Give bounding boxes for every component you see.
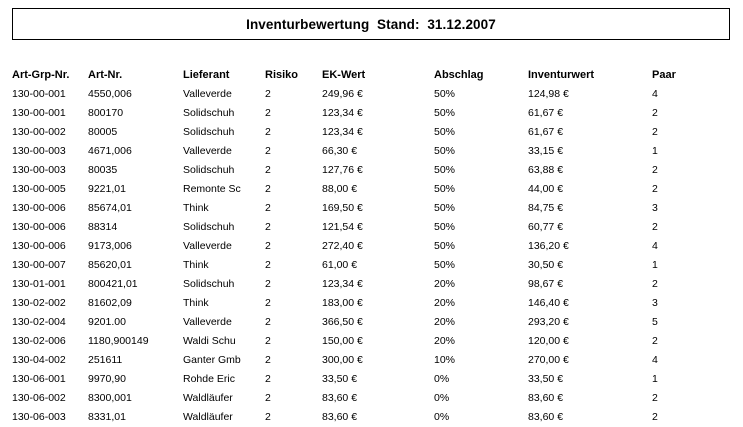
cell-art-grp-nr: 130-00-007 <box>12 259 66 271</box>
cell-art-nr: 9221,01 <box>88 183 126 195</box>
cell-lieferant: Waldläufer <box>183 392 233 404</box>
cell-paar: 1 <box>652 145 658 157</box>
cell-lieferant: Think <box>183 259 209 271</box>
cell-lieferant: Think <box>183 202 209 214</box>
cell-art-nr: 4550,006 <box>88 88 132 100</box>
table-row <box>12 389 732 408</box>
cell-ek-wert: 127,76 € <box>322 164 363 176</box>
cell-abschlag: 10% <box>434 354 456 366</box>
cell-ek-wert: 83,60 € <box>322 411 358 423</box>
table-row <box>12 218 732 237</box>
cell-risiko: 2 <box>265 392 271 404</box>
cell-inventurwert: 61,67 € <box>528 107 564 119</box>
cell-paar: 4 <box>652 354 658 366</box>
table-header-row <box>12 66 732 85</box>
cell-paar: 2 <box>652 107 658 119</box>
column-header-art-nr: Art-Nr. <box>88 69 123 81</box>
cell-paar: 3 <box>652 297 658 309</box>
cell-inventurwert: 33,15 € <box>528 145 564 157</box>
cell-paar: 2 <box>652 126 658 138</box>
report-title: Inventurbewertung Stand: 31.12.2007 <box>12 8 730 40</box>
cell-risiko: 2 <box>265 202 271 214</box>
cell-art-grp-nr: 130-00-001 <box>12 88 66 100</box>
cell-risiko: 2 <box>265 221 271 233</box>
cell-art-nr: 800170 <box>88 107 124 119</box>
cell-art-grp-nr: 130-00-003 <box>12 164 66 176</box>
cell-art-nr: 88314 <box>88 221 118 233</box>
cell-art-nr: 81602,09 <box>88 297 132 309</box>
cell-risiko: 2 <box>265 126 271 138</box>
column-header-abschlag: Abschlag <box>434 69 484 81</box>
cell-inventurwert: 146,40 € <box>528 297 569 309</box>
cell-art-nr: 800421,01 <box>88 278 138 290</box>
cell-art-grp-nr: 130-02-002 <box>12 297 66 309</box>
table-row <box>12 294 732 313</box>
cell-ek-wert: 123,34 € <box>322 278 363 290</box>
cell-lieferant: Valleverde <box>183 240 232 252</box>
cell-risiko: 2 <box>265 373 271 385</box>
cell-lieferant: Ganter Gmb <box>183 354 241 366</box>
cell-lieferant: Valleverde <box>183 316 232 328</box>
cell-art-grp-nr: 130-00-006 <box>12 240 66 252</box>
cell-art-grp-nr: 130-00-001 <box>12 107 66 119</box>
cell-abschlag: 50% <box>434 221 456 233</box>
table-row <box>12 275 732 294</box>
table-row <box>12 332 732 351</box>
cell-lieferant: Solidschuh <box>183 278 235 290</box>
column-header-inventurwert: Inventurwert <box>528 69 595 81</box>
table-row <box>12 104 732 123</box>
cell-abschlag: 20% <box>434 297 456 309</box>
cell-paar: 2 <box>652 411 658 423</box>
cell-inventurwert: 84,75 € <box>528 202 564 214</box>
cell-lieferant: Valleverde <box>183 88 232 100</box>
cell-lieferant: Solidschuh <box>183 221 235 233</box>
cell-ek-wert: 88,00 € <box>322 183 358 195</box>
cell-art-nr: 9173,006 <box>88 240 132 252</box>
cell-inventurwert: 30,50 € <box>528 259 564 271</box>
cell-art-grp-nr: 130-00-006 <box>12 202 66 214</box>
table-body <box>12 85 732 427</box>
cell-risiko: 2 <box>265 240 271 252</box>
cell-lieferant: Think <box>183 297 209 309</box>
table-row <box>12 370 732 389</box>
cell-inventurwert: 60,77 € <box>528 221 564 233</box>
cell-inventurwert: 63,88 € <box>528 164 564 176</box>
cell-abschlag: 20% <box>434 316 456 328</box>
cell-art-grp-nr: 130-00-003 <box>12 145 66 157</box>
cell-ek-wert: 169,50 € <box>322 202 363 214</box>
cell-paar: 1 <box>652 373 658 385</box>
cell-ek-wert: 249,96 € <box>322 88 363 100</box>
table-row <box>12 161 732 180</box>
table-row <box>12 256 732 275</box>
cell-ek-wert: 66,30 € <box>322 145 358 157</box>
table-row <box>12 237 732 256</box>
cell-risiko: 2 <box>265 316 271 328</box>
cell-art-nr: 4671,006 <box>88 145 132 157</box>
cell-abschlag: 50% <box>434 88 456 100</box>
cell-abschlag: 0% <box>434 392 450 404</box>
table-row <box>12 313 732 332</box>
cell-risiko: 2 <box>265 297 271 309</box>
cell-art-grp-nr: 130-06-001 <box>12 373 66 385</box>
cell-inventurwert: 120,00 € <box>528 335 569 347</box>
cell-lieferant: Solidschuh <box>183 164 235 176</box>
cell-abschlag: 50% <box>434 164 456 176</box>
cell-inventurwert: 98,67 € <box>528 278 564 290</box>
cell-risiko: 2 <box>265 335 271 347</box>
cell-art-nr: 85620,01 <box>88 259 132 271</box>
cell-inventurwert: 83,60 € <box>528 392 564 404</box>
cell-inventurwert: 270,00 € <box>528 354 569 366</box>
cell-art-grp-nr: 130-02-006 <box>12 335 66 347</box>
cell-abschlag: 50% <box>434 202 456 214</box>
column-header-paar: Paar <box>652 69 676 81</box>
table-row <box>12 199 732 218</box>
cell-inventurwert: 293,20 € <box>528 316 569 328</box>
cell-ek-wert: 123,34 € <box>322 126 363 138</box>
cell-risiko: 2 <box>265 164 271 176</box>
cell-risiko: 2 <box>265 145 271 157</box>
cell-ek-wert: 272,40 € <box>322 240 363 252</box>
cell-inventurwert: 124,98 € <box>528 88 569 100</box>
cell-abschlag: 50% <box>434 183 456 195</box>
cell-lieferant: Remonte Sc <box>183 183 241 195</box>
cell-art-nr: 251611 <box>88 354 123 366</box>
cell-lieferant: Rohde Eric <box>183 373 235 385</box>
cell-art-nr: 9201.00 <box>88 316 126 328</box>
cell-art-nr: 1180,900149 <box>88 335 149 347</box>
cell-risiko: 2 <box>265 259 271 271</box>
inventory-table <box>12 66 732 427</box>
cell-lieferant: Waldläufer <box>183 411 233 423</box>
cell-abschlag: 0% <box>434 411 450 423</box>
table-row <box>12 180 732 199</box>
cell-paar: 2 <box>652 183 658 195</box>
cell-paar: 4 <box>652 88 658 100</box>
cell-risiko: 2 <box>265 411 271 423</box>
cell-paar: 2 <box>652 392 658 404</box>
table-row <box>12 123 732 142</box>
cell-abschlag: 20% <box>434 335 456 347</box>
cell-risiko: 2 <box>265 88 271 100</box>
cell-ek-wert: 33,50 € <box>322 373 358 385</box>
cell-abschlag: 50% <box>434 126 456 138</box>
table-row <box>12 85 732 104</box>
cell-paar: 2 <box>652 335 658 347</box>
cell-paar: 2 <box>652 221 658 233</box>
cell-inventurwert: 136,20 € <box>528 240 569 252</box>
cell-art-grp-nr: 130-00-006 <box>12 221 66 233</box>
cell-inventurwert: 44,00 € <box>528 183 564 195</box>
cell-paar: 5 <box>652 316 658 328</box>
cell-paar: 3 <box>652 202 658 214</box>
table-row <box>12 142 732 161</box>
cell-art-grp-nr: 130-06-003 <box>12 411 66 423</box>
column-header-lieferant: Lieferant <box>183 69 230 81</box>
cell-paar: 1 <box>652 259 658 271</box>
cell-art-nr: 8331,01 <box>88 411 126 423</box>
cell-art-grp-nr: 130-06-002 <box>12 392 66 404</box>
cell-art-nr: 80005 <box>88 126 118 138</box>
cell-ek-wert: 150,00 € <box>322 335 363 347</box>
cell-art-nr: 80035 <box>88 164 118 176</box>
cell-abschlag: 50% <box>434 240 456 252</box>
cell-risiko: 2 <box>265 107 271 119</box>
cell-ek-wert: 61,00 € <box>322 259 358 271</box>
cell-abschlag: 0% <box>434 373 450 385</box>
cell-risiko: 2 <box>265 354 271 366</box>
cell-abschlag: 50% <box>434 145 456 157</box>
column-header-ek-wert: EK-Wert <box>322 69 366 81</box>
cell-abschlag: 20% <box>434 278 456 290</box>
cell-inventurwert: 83,60 € <box>528 411 564 423</box>
table-row <box>12 408 732 427</box>
cell-abschlag: 50% <box>434 259 456 271</box>
column-header-risiko: Risiko <box>265 69 299 81</box>
cell-ek-wert: 123,34 € <box>322 107 363 119</box>
table-row <box>12 351 732 370</box>
cell-lieferant: Solidschuh <box>183 126 235 138</box>
cell-lieferant: Solidschuh <box>183 107 235 119</box>
cell-lieferant: Waldi Schu <box>183 335 236 347</box>
cell-ek-wert: 366,50 € <box>322 316 363 328</box>
column-header-art-grp-nr: Art-Grp-Nr. <box>12 69 70 81</box>
cell-paar: 2 <box>652 278 658 290</box>
cell-art-nr: 85674,01 <box>88 202 132 214</box>
cell-art-grp-nr: 130-04-002 <box>12 354 66 366</box>
cell-art-nr: 8300,001 <box>88 392 132 404</box>
cell-art-grp-nr: 130-01-001 <box>12 278 66 290</box>
cell-ek-wert: 121,54 € <box>322 221 363 233</box>
cell-risiko: 2 <box>265 278 271 290</box>
cell-inventurwert: 61,67 € <box>528 126 564 138</box>
cell-ek-wert: 300,00 € <box>322 354 363 366</box>
cell-risiko: 2 <box>265 183 271 195</box>
cell-abschlag: 50% <box>434 107 456 119</box>
cell-art-grp-nr: 130-02-004 <box>12 316 66 328</box>
cell-inventurwert: 33,50 € <box>528 373 564 385</box>
cell-lieferant: Valleverde <box>183 145 232 157</box>
cell-art-grp-nr: 130-00-002 <box>12 126 66 138</box>
cell-ek-wert: 83,60 € <box>322 392 358 404</box>
cell-paar: 4 <box>652 240 658 252</box>
cell-paar: 2 <box>652 164 658 176</box>
cell-art-nr: 9970,90 <box>88 373 126 385</box>
cell-art-grp-nr: 130-00-005 <box>12 183 66 195</box>
cell-ek-wert: 183,00 € <box>322 297 363 309</box>
